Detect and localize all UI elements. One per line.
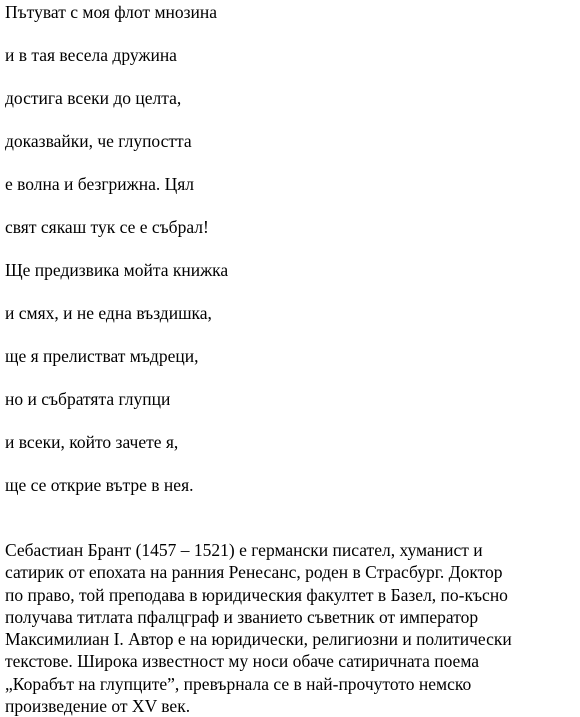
- poem-line: и в тая весела дружина: [5, 45, 177, 65]
- poem-line: доказвайки, че глупостта: [5, 131, 192, 151]
- poem-line: свят сякаш тук се е събрал!: [5, 217, 209, 237]
- poem-line: но и събратята глупци: [5, 389, 171, 409]
- bio-line: Максимилиан I. Автор е на юридически, религиозни и политически: [5, 629, 512, 650]
- poem-line: ще я прелистват мъдреци,: [5, 346, 199, 366]
- poem-line: Ще предизвика мойта книжка: [5, 260, 229, 280]
- poem-line: ще се открие вътре в нея.: [5, 475, 194, 495]
- bio-line: произведение от XV век.: [5, 696, 191, 717]
- bio-line: по право, той преподава в юридическия факултет в Базел, по-късно: [5, 584, 508, 605]
- bio-line: получава титлата пфалцграф и званието съветник от император: [5, 606, 479, 627]
- bio-line: текстове. Широка известност му носи обаче сатиричната поема: [5, 651, 480, 672]
- author-biography: [5, 539, 573, 717]
- poem-line: достига всеки до целта,: [5, 88, 182, 108]
- poem-line: и всеки, който зачете я,: [5, 432, 179, 452]
- bio-line: „Корабът на глупците”, превърнала се в най-прочутото немско: [5, 673, 472, 694]
- poem-line: Пътуват с моя флот мнозина: [5, 2, 218, 22]
- bio-line: Себастиан Брант (1457 – 1521) е германски писател, хуманист и: [5, 540, 483, 560]
- bio-line: сатирик от епохата на ранния Ренесанс, роден в Страсбург. Доктор: [5, 562, 503, 583]
- poem-line: и смях, и не една въздишка,: [5, 303, 212, 323]
- poem-line: е волна и безгрижна. Цял: [5, 174, 195, 194]
